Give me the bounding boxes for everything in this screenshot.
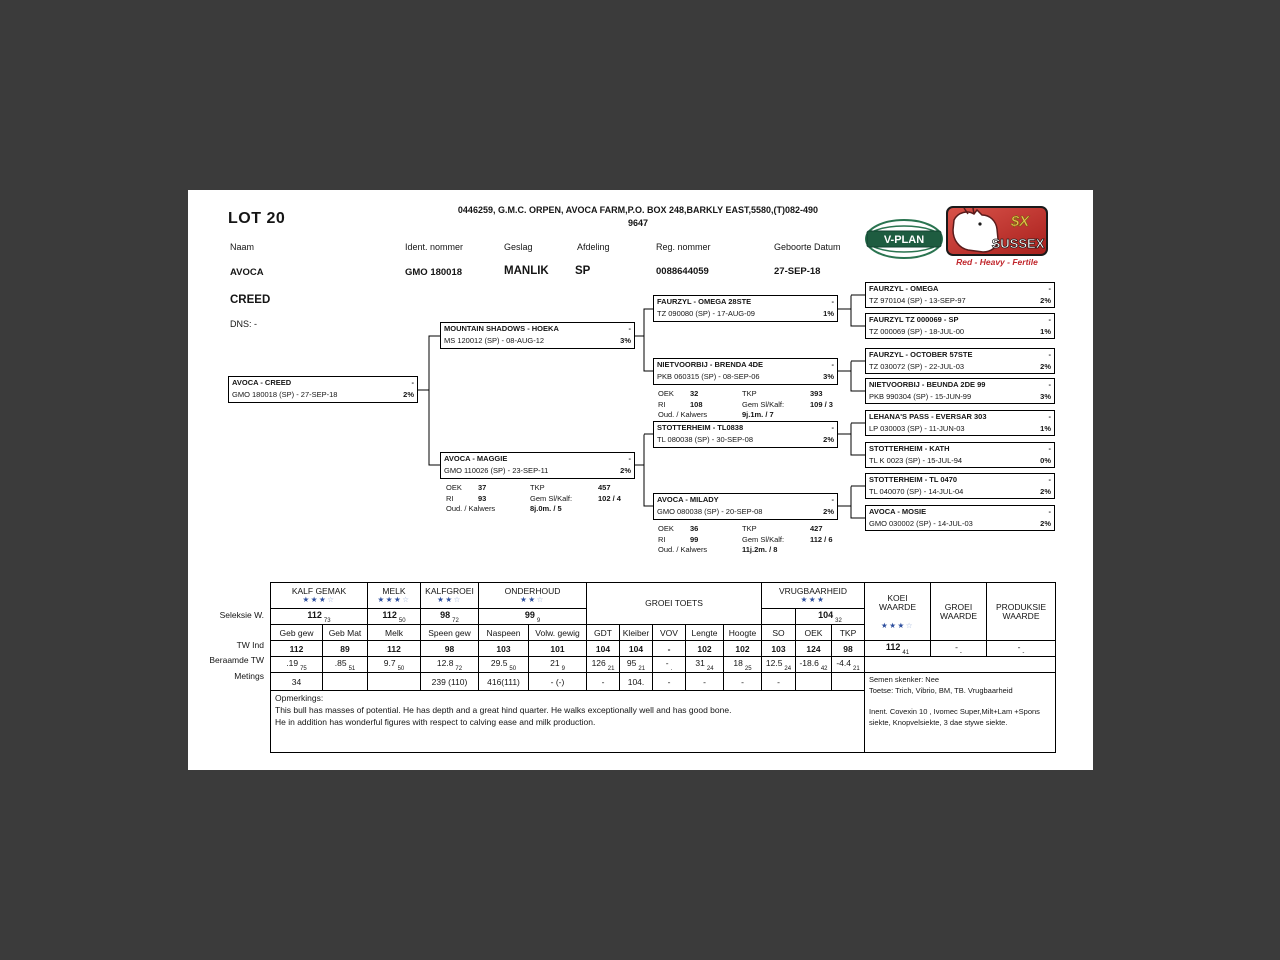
animal-name: STOTTERHEIM - TL 0470 (869, 475, 958, 484)
metings-cell (323, 673, 368, 691)
animal-id: TL K 0023 (SP) - 15-JUL-94 (869, 456, 963, 465)
pedigree-box-ss (653, 295, 838, 322)
inbreeding-pct: 1% (1040, 327, 1051, 336)
pedigree-box-sds (865, 348, 1055, 374)
inbreeding-pct: 2% (620, 466, 631, 475)
stat-label: OEK (446, 483, 462, 492)
animal-name: FAURZYL - OMEGA (869, 284, 939, 293)
inbreeding-pct: 2% (1040, 296, 1051, 305)
group-koei-waarde: KOEI WAARDE ★★★☆ (865, 583, 931, 641)
stat-value: 8j.0m. / 5 (530, 504, 562, 513)
flag-dash: - (628, 454, 631, 463)
stat-label: Oud. / Kalwers (658, 545, 708, 554)
flag-dash: - (1048, 350, 1051, 359)
naam-value: AVOCA (230, 267, 264, 278)
flag-dash: - (1048, 475, 1051, 484)
right-spacer-cell (865, 657, 1056, 673)
pedigree-box-subject (228, 376, 418, 403)
stat-label: Oud. / Kalwers (658, 410, 708, 419)
beraamde-cell: $.85_{51}$ (323, 657, 368, 673)
pedigree-box-ddd (865, 505, 1055, 531)
beraamde-cell: $.19_{75}$ (271, 657, 323, 673)
inbreeding-pct: 3% (823, 372, 834, 381)
subheader-cell: Lengte (686, 625, 724, 641)
stat-label: TKP (530, 483, 545, 492)
row-label-seleksie: Seleksie W. (219, 610, 264, 620)
animal-id: PKB 060315 (SP) - 08-SEP-06 (657, 372, 760, 381)
animal-name: FAURZYL - OMEGA 28STE (657, 297, 752, 306)
metings-cell: 104. (620, 673, 653, 691)
subheader-cell: TKP (832, 625, 865, 641)
flag-dash: - (1048, 507, 1051, 516)
sd-stats (658, 389, 838, 421)
naam-label: Naam (230, 242, 255, 252)
address-line-1: 0446259, G.M.C. ORPEN, AVOCA FARM,P.O. BOX 248,BARKLY EAST,5580,(T)082-490 (457, 205, 819, 215)
inbreeding-pct: 2% (1040, 519, 1051, 528)
reg-value: 0088644059 (656, 266, 709, 277)
inbreeding-pct: 2% (823, 507, 834, 516)
flag-dash: - (831, 360, 834, 369)
animal-name: AVOCA - MAGGIE (444, 454, 508, 463)
stat-value: 32 (690, 389, 699, 398)
group-kalf-gemak: KALF GEMAK ★★★☆ (271, 583, 368, 609)
tw-ind-cell: 89 (323, 641, 368, 657)
animal-name: STOTTERHEIM - TL0838 (657, 423, 744, 432)
pedigree-box-dam (440, 452, 635, 479)
metings-cell: 416(111) (479, 673, 529, 691)
animal-id: GMO 110026 (SP) - 23-SEP-11 (444, 466, 549, 475)
metings-cell (832, 673, 865, 691)
beraamde-cell: $-_.$ (653, 657, 686, 673)
beraamde-cell: $12.8_{72}$ (421, 657, 479, 673)
geboorte-value: 27-SEP-18 (774, 266, 821, 277)
stat-label: Oud. / Kalwers (446, 504, 496, 513)
group-onderhoud: ONDERHOUD ★★☆ (479, 583, 587, 609)
animal-name: NIETVOORBIJ - BRENDA 4DE (657, 360, 763, 369)
pedigree-box-dds (865, 473, 1055, 499)
metings-cell: - (686, 673, 724, 691)
seleksie-cell: $99_9$ (479, 609, 587, 625)
afdeling-label: Afdeling (577, 242, 610, 252)
stat-value: 11j.2m. / 8 (742, 545, 778, 554)
geslag-label: Geslag (504, 242, 533, 252)
dd-stats (658, 524, 838, 556)
flag-dash: - (1048, 412, 1051, 421)
group-produksie-waarde: PRODUKSIE WAARDE (987, 583, 1056, 641)
subheader-cell: Volw. gewig (529, 625, 587, 641)
remarks-label: Opmerkings: (275, 693, 324, 703)
star-rating: ★★★☆ (377, 595, 411, 604)
vplan-logo (864, 218, 944, 260)
animal-id: GMO 030002 (SP) - 14-JUL-03 (869, 519, 973, 528)
tw-ind-cell: 103 (479, 641, 529, 657)
metings-cell: - (587, 673, 620, 691)
sussex-sx-text: $X (1010, 213, 1030, 230)
seleksie-cell-empty (762, 609, 796, 625)
seleksie-cell: $98_{72}$ (421, 609, 479, 625)
tw-ind-cell: 98 (421, 641, 479, 657)
beraamde-cell: $126_{21}$ (587, 657, 620, 673)
tw-ind-cell: 98 (832, 641, 865, 657)
animal-name: FAURZYL - OCTOBER 57STE (869, 350, 973, 359)
remarks-box (271, 691, 865, 753)
animal-id: TL 080038 (SP) - 30-SEP-08 (657, 435, 754, 444)
group-groei-toets: GROEI TOETS (587, 583, 762, 625)
beraamde-cell: $21_9$ (529, 657, 587, 673)
stat-label: OEK (658, 524, 674, 533)
stat-value: 93 (478, 493, 487, 503)
stat-value: 457 (598, 483, 611, 492)
row-label-beraamde: Beraamde TW (209, 655, 264, 665)
ident-label: Ident. nommer (405, 242, 464, 252)
star-rating: ★★★☆ (302, 595, 336, 604)
pedigree-box-sdd (865, 378, 1055, 404)
reg-label: Reg. nommer (656, 242, 711, 252)
tw-ind-cell: 101 (529, 641, 587, 657)
semen-donor-note: Semen skenker: Nee (869, 675, 940, 684)
health-notes (865, 673, 1056, 753)
dam-stats (446, 483, 641, 515)
pedigree-box-sss (865, 282, 1055, 308)
pedigree-box-ssd (865, 313, 1055, 339)
seleksie-cell: $112_{50}$ (368, 609, 421, 625)
tw-ind-cell: 104 (587, 641, 620, 657)
flag-dash: - (628, 324, 631, 333)
stat-value: 427 (810, 524, 823, 533)
stat-value: 109 / 3 (810, 399, 833, 409)
tw-ind-cell: 112 (271, 641, 323, 657)
animal-name: AVOCA - MOSIE (869, 507, 927, 516)
stat-label: Gem Sl/Kalf: (742, 534, 785, 544)
flag-dash: - (831, 297, 834, 306)
subheader-cell: Kleiber (620, 625, 653, 641)
animal-id: LP 030003 (SP) - 11-JUN-03 (869, 424, 965, 433)
stat-label: TKP (742, 389, 757, 398)
group-kalfgroei: KALFGROEI ★★☆ (421, 583, 479, 609)
metings-cell (796, 673, 832, 691)
metings-cell: - (653, 673, 686, 691)
stat-label: OEK (658, 389, 674, 398)
flag-dash: - (831, 423, 834, 432)
animal-name: AVOCA - MILADY (657, 495, 719, 504)
dns-line: DNS: - (230, 319, 257, 329)
animal-id: MS 120012 (SP) - 08-AUG-12 (444, 336, 545, 345)
lot-number: LOT 20 (228, 210, 286, 227)
stat-label: RI (658, 399, 666, 409)
seleksie-cell: $104_{32}$ (796, 609, 865, 625)
inbreeding-pct: 1% (823, 309, 834, 318)
flag-dash: - (1048, 284, 1051, 293)
star-rating: ★★☆ (437, 595, 462, 604)
tw-ind-cell: 112 (368, 641, 421, 657)
address-line-2: 9647 (627, 218, 649, 228)
tw-ind-cell: 104 (620, 641, 653, 657)
groei-waarde-value: $-_-$ (931, 641, 987, 657)
produksie-waarde-value: $-_-$ (987, 641, 1056, 657)
inbreeding-pct: 3% (620, 336, 631, 345)
tw-ind-cell: 102 (724, 641, 762, 657)
sussex-name-text: SUSSEX (991, 236, 1045, 251)
animal-name: NIETVOORBIJ - BEUNDA 2DE 99 (869, 380, 986, 389)
subheader-cell: Geb gew (271, 625, 323, 641)
subheader-cell: Hoogte (724, 625, 762, 641)
stat-value: 108 (690, 399, 703, 409)
pedigree-box-dss (865, 410, 1055, 436)
group-melk: MELK ★★★☆ (368, 583, 421, 609)
catalog-page (188, 190, 1093, 770)
afdeling-value: SP (575, 265, 591, 277)
beraamde-cell: $31_{24}$ (686, 657, 724, 673)
animal-id: TL 040070 (SP) - 14-JUL-04 (869, 487, 964, 496)
subheader-cell: VOV (653, 625, 686, 641)
stat-value: 37 (478, 483, 487, 492)
star-rating: ★★★ (800, 595, 826, 604)
geboorte-label: Geboorte Datum (774, 242, 841, 252)
sussex-tagline-text: Red - Heavy - Fertile (956, 257, 1038, 267)
inbreeding-pct: 1% (1040, 424, 1051, 433)
inbreeding-pct: 2% (1040, 487, 1051, 496)
animal-name: LEHANA'S PASS - EVERSAR 303 (869, 412, 987, 421)
remarks-text-1: This bull has masses of potential. He has depth and a great hind quarter. He walks exceptionally well and has good bone. (275, 705, 732, 715)
animal-id: GMO 080038 (SP) - 20-SEP-08 (657, 507, 763, 516)
beraamde-cell: $-4.4_{21}$ (832, 657, 865, 673)
stat-label: Gem Sl/Kalf: (742, 399, 785, 409)
subheader-cell: GDT (587, 625, 620, 641)
subheader-cell: Speen gew (421, 625, 479, 641)
breeder-address (383, 204, 893, 230)
stat-value: 9j.1m. / 7 (742, 410, 774, 419)
pedigree-box-sd (653, 358, 838, 385)
metings-cell (368, 673, 421, 691)
beraamde-cell: $12.5_{24}$ (762, 657, 796, 673)
flag-dash: - (1048, 315, 1051, 324)
stat-label: TKP (742, 524, 757, 533)
tw-ind-cell: - (653, 641, 686, 657)
animal-id: TZ 000069 (SP) - 18-JUL-00 (869, 327, 965, 336)
stat-label: RI (446, 493, 454, 503)
group-vrugbaarheid: VRUGBAARHEID ★★★ (762, 583, 865, 609)
animal-name: MOUNTAIN SHADOWS - HOEKA (444, 324, 559, 333)
inbreeding-pct: 0% (1040, 456, 1051, 465)
stat-label: Gem Sl/Kalf: (530, 493, 573, 503)
sussex-logo (946, 206, 1048, 270)
vaccination-note: Inent. Covexin 10 , Ivomec Super,Milt+Lam +Spons siekte, Knopvelsiekte, 3 dae stywe siekte. (869, 707, 1040, 727)
stat-value: 99 (690, 534, 699, 544)
row-label-metings: Metings (234, 671, 264, 681)
animal-name: AVOCA - CREED (232, 378, 292, 387)
stat-value: 36 (690, 524, 699, 533)
index-table (270, 582, 1056, 753)
metings-cell: - (724, 673, 762, 691)
animal-id: TZ 030072 (SP) - 22-JUL-03 (869, 362, 965, 371)
inbreeding-pct: 3% (1040, 392, 1051, 401)
flag-dash: - (411, 378, 414, 387)
tw-ind-cell: 102 (686, 641, 724, 657)
row-label-twind: TW Ind (236, 640, 264, 650)
star-rating: ★★★☆ (881, 620, 914, 630)
pedigree-box-ds (653, 421, 838, 448)
star-rating: ★★☆ (520, 595, 545, 604)
metings-cell: 34 (271, 673, 323, 691)
remarks-text-2: He in addition has wonderful figures with respect to calving ease and milk production. (275, 717, 596, 727)
inbreeding-pct: 2% (823, 435, 834, 444)
group-groei-waarde: GROEI WAARDE (931, 583, 987, 641)
beraamde-cell: $9.7_{50}$ (368, 657, 421, 673)
subheader-cell: Geb Mat (323, 625, 368, 641)
beraamde-cell: $95_{21}$ (620, 657, 653, 673)
inbreeding-pct: 2% (403, 390, 414, 399)
tw-ind-cell: 124 (796, 641, 832, 657)
vplan-text: V-PLAN (883, 234, 925, 246)
stat-value: 112 / 6 (810, 534, 833, 544)
animal-id: TZ 970104 (SP) - 13-SEP-97 (869, 296, 966, 305)
animal-id: GMO 180018 (SP) - 27-SEP-18 (232, 390, 338, 399)
pedigree-box-dd (653, 493, 838, 520)
animal-id: PKB 990304 (SP) - 15-JUN-99 (869, 392, 972, 401)
ident-value: GMO 180018 (405, 267, 463, 278)
metings-cell: - (-) (529, 673, 587, 691)
subheader-cell: OEK (796, 625, 832, 641)
geslag-value: MANLIK (504, 265, 549, 277)
animal-name: FAURZYL TZ 000069 - SP (869, 315, 959, 324)
metings-cell: 239 (110) (421, 673, 479, 691)
tw-ind-cell: 103 (762, 641, 796, 657)
subheader-cell: SO (762, 625, 796, 641)
beraamde-cell: $29.5_{50}$ (479, 657, 529, 673)
animal-short-name: CREED (230, 294, 271, 306)
flag-dash: - (1048, 380, 1051, 389)
metings-cell: - (762, 673, 796, 691)
inbreeding-pct: 2% (1040, 362, 1051, 371)
flag-dash: - (1048, 444, 1051, 453)
subheader-cell: Melk (368, 625, 421, 641)
flag-dash: - (831, 495, 834, 504)
pedigree-box-sire (440, 322, 635, 349)
koei-waarde-value: $112_{41}$ (865, 641, 931, 657)
tests-note: Toetse: Trich, Vibrio, BM, TB. Vrugbaarheid (869, 685, 1013, 695)
animal-id: TZ 090080 (SP) - 17-AUG-09 (657, 309, 755, 318)
beraamde-cell: $18_{25}$ (724, 657, 762, 673)
animal-name: STOTTERHEIM - KATH (869, 444, 950, 453)
stat-value: 102 / 4 (598, 493, 621, 503)
seleksie-cell: $112_{73}$ (271, 609, 368, 625)
beraamde-cell: $-18.6_{42}$ (796, 657, 832, 673)
stat-value: 393 (810, 389, 823, 398)
stat-label: RI (658, 534, 666, 544)
pedigree-box-dsd (865, 442, 1055, 468)
subheader-cell: Naspeen (479, 625, 529, 641)
